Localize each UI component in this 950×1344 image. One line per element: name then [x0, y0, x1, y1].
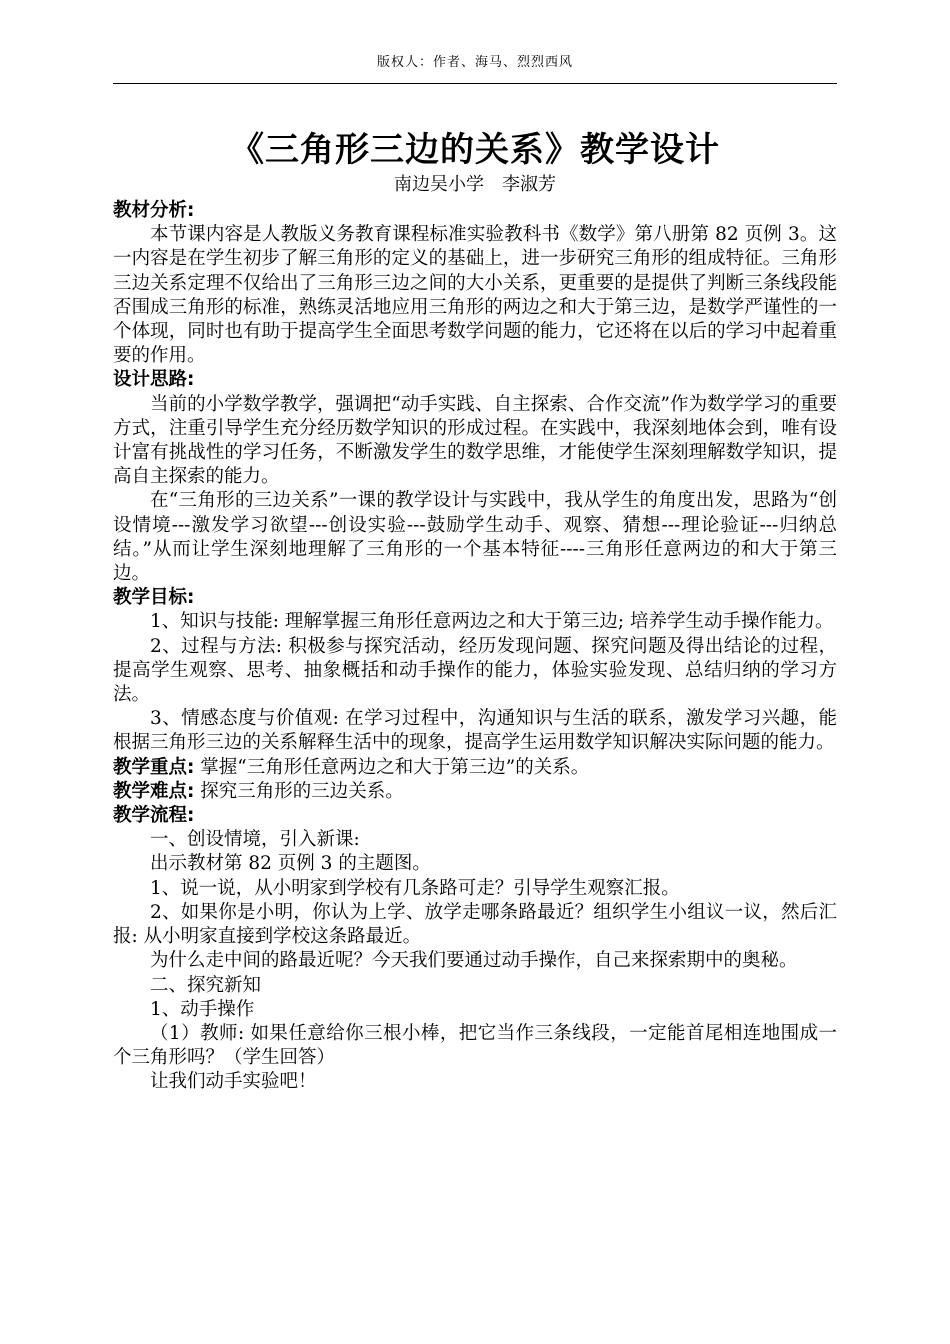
header-divider	[113, 83, 837, 84]
difficulty-text: 探究三角形的三边关系。	[194, 780, 404, 802]
document-title: 《三角形三边的关系》教学设计	[230, 130, 720, 170]
paragraph: 让我们动手实验吧！	[150, 1071, 317, 1093]
section-heading-material-analysis: 教材分析:	[113, 200, 195, 221]
author-line: 南边吴小学 李淑芳	[394, 174, 556, 195]
copyright-header: 版权人：作者、海马、烈烈西风	[376, 55, 573, 70]
paragraph: 为什么走中间的路最近呢？今天我们要通过动手操作，自己来探索期中的奥秘。	[150, 950, 798, 972]
paragraph: 3、情感态度与价值观: 在学习过程中，沟通知识与生活的联系，激发学习兴趣，能根据三角形三边的关系解释生活中的现象，提高学生运用数学知识解决实际问题的能力。	[113, 708, 837, 754]
document-body	[113, 199, 837, 1095]
section-heading-difficulty: 教学难点:	[113, 780, 195, 802]
section-heading-process: 教学流程:	[113, 805, 195, 827]
paragraph: 出示教材第 82 页例 3 的主题图。	[150, 853, 431, 875]
paragraph: 1、说一说，从小明家到学校有几条路可走？引导学生观察汇报。	[150, 877, 680, 899]
section-heading-objectives: 教学目标:	[113, 587, 195, 609]
section-heading-key-point: 教学重点:	[113, 756, 195, 778]
paragraph: 当前的小学数学教学，强调把“动手实践、自主探索、合作交流”作为数学学习的重要方式，注重引导学生充分经历数学知识的形成过程。在实践中，我深刻地体会到，唯有设计富有挑战性的学习任务，不断激发学生的数学思维，才能使学生深刻理解数学知识，提高自主探索的能力。	[113, 393, 837, 488]
paragraph: 1、动手操作	[150, 998, 255, 1020]
section-heading-design-idea: 设计思路:	[113, 369, 195, 391]
key-point-line	[113, 756, 837, 780]
difficulty-line	[113, 780, 837, 804]
paragraph: （1）教师: 如果任意给你三根小棒，把它当作三条线段，一定能首尾相连地围成一个三角形吗？（学生回答）	[113, 1022, 837, 1069]
paragraph: 一、创设情境，引入新课:	[150, 829, 360, 851]
paragraph: 1、知识与技能: 理解掌握三角形任意两边之和大于第三边; 培养学生动手操作能力。	[150, 611, 834, 633]
paragraph: 二、探究新知	[150, 974, 262, 996]
paragraph: 2、如果你是小明，你认为上学、放学走哪条路最近？组织学生小组议一议，然后汇报: 从小明家直接到学校这条路最近。	[113, 901, 837, 948]
paragraph: 在“三角形的三边关系”一课的教学设计与实践中，我从学生的角度出发，思路为“创设情境---激发学习欲望---创设实验---鼓励学生动手、观察、猜想---理论验证---归纳总结。”从而让学生深刻地理解了三角形的一个基本特征----三角形任意两边的和大于第三边。	[113, 490, 837, 585]
key-point-text: 掌握“三角形任意两边之和大于第三边”的关系。	[194, 756, 590, 778]
paragraph: 本节课内容是人教版义务教育课程标准实验教科书《数学》第八册第 82 页例 3。这一内容是在学生初步了解三角形的定义的基础上，进一步研究三角形的组成特征。三角形三边关系定理不仅给出了三角形三边之间的大小关系，更重要的是提供了判断三条线段能否围成三角形的标准，熟练灵活地应用三角形的两边之和大于第三边，是数学严谨性的一个体现，同时也有助于提高学生全面思考数学问题的能力，它还将在以后的学习中起着重要的作用。	[113, 224, 837, 367]
paragraph: 2、过程与方法: 积极参与探究活动，经历发现问题、探究问题及得出结论的过程，提高学生观察、思考、抽象概括和动手操作的能力，体验实验发现、总结归纳的学习方法。	[113, 635, 837, 706]
